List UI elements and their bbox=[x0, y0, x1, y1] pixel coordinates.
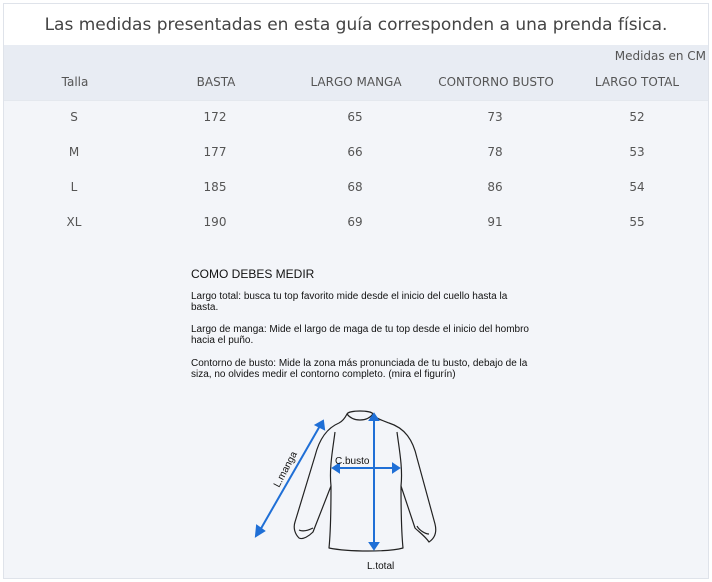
col-header-basta: BASTA bbox=[196, 75, 236, 89]
c-busto-label: C.busto bbox=[335, 456, 370, 467]
cell-largo-total: 54 bbox=[566, 171, 708, 204]
cell-largo-manga: 69 bbox=[286, 206, 424, 239]
table-row bbox=[4, 206, 708, 241]
cell-largo-total: 55 bbox=[566, 206, 708, 239]
arrow-up-icon bbox=[370, 414, 378, 420]
guide-heading: COMO DEBES MEDIR bbox=[191, 267, 315, 281]
arrow-down-icon bbox=[256, 526, 264, 536]
largo-manga-line bbox=[259, 424, 321, 532]
l-total-label: L.total bbox=[367, 561, 395, 572]
col-header-largo-manga: LARGO MANGA bbox=[310, 75, 402, 89]
cell-largo-manga: 65 bbox=[286, 101, 424, 134]
col-header-contorno-busto: CONTORNO BUSTO bbox=[438, 75, 554, 89]
cell-talla: XL bbox=[4, 206, 144, 239]
table-row bbox=[4, 101, 708, 136]
col-header-talla: Talla bbox=[61, 75, 89, 89]
cell-largo-total: 52 bbox=[566, 101, 708, 134]
guide-largo-total: Largo total: busca tu top favorito mide desde el inicio del cuello hasta la basta. bbox=[191, 291, 508, 313]
garment-figure bbox=[249, 402, 459, 574]
cell-talla: M bbox=[4, 136, 144, 169]
cell-basta: 177 bbox=[146, 136, 284, 169]
table-row bbox=[4, 171, 708, 206]
arrow-up-icon bbox=[316, 421, 324, 429]
guide-largo-manga: Largo de manga: Mide el largo de maga de tu top desde el inicio del hombro hacia el puño. bbox=[191, 324, 529, 346]
col-header-largo-total: LARGO TOTAL bbox=[594, 75, 680, 89]
cell-contorno-busto: 86 bbox=[426, 171, 564, 204]
guide-title: Las medidas presentadas en esta guía corresponden a una prenda física. bbox=[44, 15, 668, 35]
guide-contorno-busto: Contorno de busto: Mide la zona más pronunciada de tu busto, debajo de la siza, no olvides medir el contorno completo. (mira el figurín) bbox=[191, 358, 528, 380]
table-row bbox=[4, 136, 708, 171]
cell-talla: S bbox=[4, 101, 144, 134]
cell-contorno-busto: 91 bbox=[426, 206, 564, 239]
cell-largo-manga: 66 bbox=[286, 136, 424, 169]
cell-basta: 185 bbox=[146, 171, 284, 204]
table-header bbox=[4, 45, 708, 100]
cell-basta: 172 bbox=[146, 101, 284, 134]
arrow-down-icon bbox=[370, 543, 378, 549]
cell-talla: L bbox=[4, 171, 144, 204]
cell-basta: 190 bbox=[146, 206, 284, 239]
size-table bbox=[4, 100, 708, 240]
cell-contorno-busto: 73 bbox=[426, 101, 564, 134]
l-manga-label: L.manga bbox=[271, 449, 300, 490]
cell-contorno-busto: 78 bbox=[426, 136, 564, 169]
size-guide-panel bbox=[3, 3, 709, 579]
arrow-right-icon bbox=[393, 464, 399, 472]
cell-largo-total: 53 bbox=[566, 136, 708, 169]
cell-largo-manga: 68 bbox=[286, 171, 424, 204]
units-label: Medidas en CM bbox=[614, 49, 706, 63]
